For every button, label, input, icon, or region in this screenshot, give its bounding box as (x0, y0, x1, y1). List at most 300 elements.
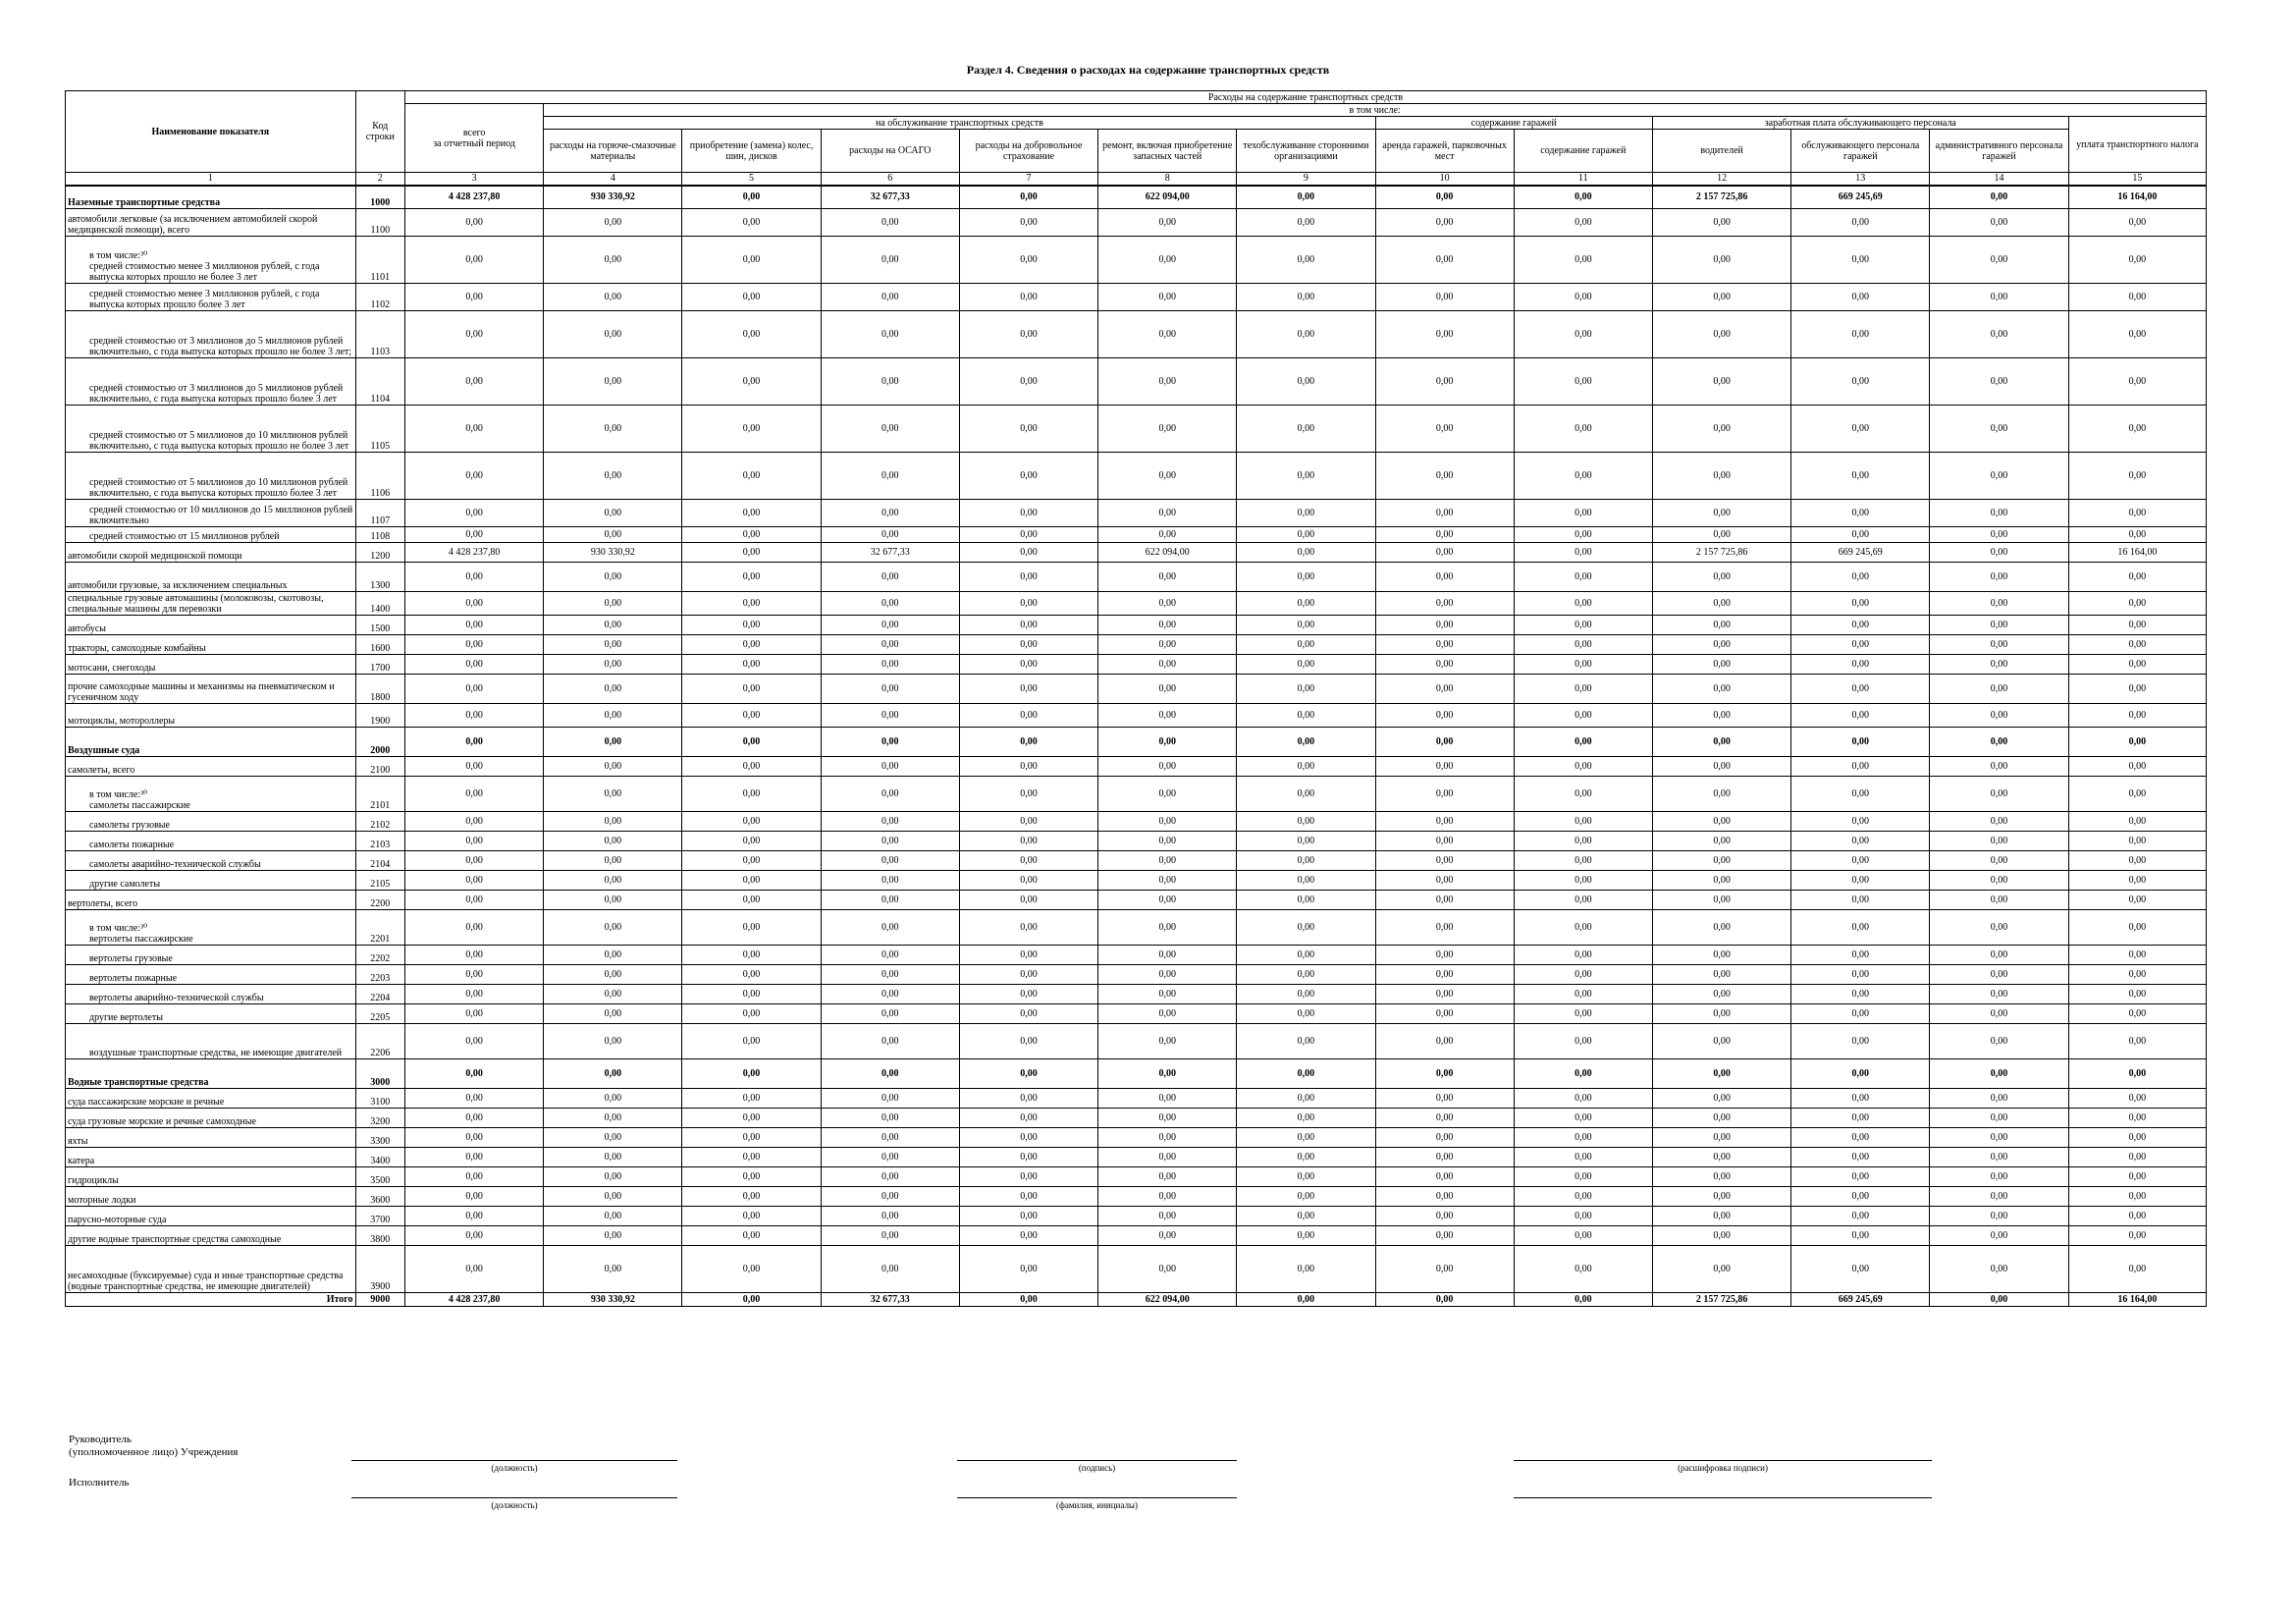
value-cell: 0,00 (1652, 1148, 1790, 1167)
value-cell: 0,00 (959, 777, 1097, 812)
value-cell: 0,00 (821, 358, 959, 406)
table-row (66, 209, 2207, 237)
executor-phone-line (1514, 1497, 1932, 1498)
value-cell: 0,00 (682, 675, 821, 704)
value-cell: 0,00 (682, 406, 821, 453)
value-cell: 0,00 (682, 1148, 821, 1167)
value-cell: 0,00 (1375, 543, 1514, 563)
value-cell: 0,00 (405, 527, 544, 543)
value-cell: 0,00 (821, 777, 959, 812)
page-title: Раздел 4. Сведения о расходах на содержание транспортных средств (966, 63, 1330, 77)
value-cell: 0,00 (821, 1226, 959, 1246)
value-cell: 0,00 (544, 1059, 682, 1089)
value-cell: 0,00 (1652, 675, 1790, 704)
table-row (66, 910, 2207, 946)
value-cell: 0,00 (1375, 1226, 1514, 1246)
value-cell: 0,00 (959, 209, 1097, 237)
value-cell: 0,00 (1237, 1109, 1375, 1128)
value-cell: 0,00 (1930, 543, 2068, 563)
value-cell: 0,00 (1098, 965, 1237, 985)
value-cell: 0,00 (1930, 728, 2068, 757)
table-row (66, 592, 2207, 616)
value-cell: 0,00 (1791, 237, 1930, 284)
value-cell: 0,00 (959, 186, 1097, 209)
value-cell: 0,00 (1375, 1187, 1514, 1207)
value-cell: 0,00 (2068, 704, 2206, 728)
value-cell: 0,00 (1098, 1246, 1237, 1293)
value-cell: 0,00 (959, 655, 1097, 675)
value-cell: 0,00 (2068, 832, 2206, 851)
value-cell: 0,00 (1237, 635, 1375, 655)
value-cell: 0,00 (1652, 757, 1790, 777)
value-cell: 0,00 (544, 910, 682, 946)
value-cell: 0,00 (1514, 500, 1652, 527)
row-name: вертолеты, всего (66, 891, 356, 910)
head-decode-line (1514, 1460, 1932, 1461)
value-cell: 0,00 (1514, 635, 1652, 655)
value-cell: 0,00 (1237, 563, 1375, 592)
value-cell: 0,00 (959, 543, 1097, 563)
value-cell: 0,00 (1098, 910, 1237, 946)
value-cell: 0,00 (1514, 704, 1652, 728)
value-cell: 0,00 (1930, 1059, 2068, 1089)
value-cell: 0,00 (1514, 527, 1652, 543)
value-cell: 0,00 (1652, 985, 1790, 1004)
value-cell: 0,00 (1237, 757, 1375, 777)
value-cell: 0,00 (682, 527, 821, 543)
value-cell: 0,00 (1098, 406, 1237, 453)
value-cell: 0,00 (959, 237, 1097, 284)
value-cell: 0,00 (1237, 311, 1375, 358)
row-code: 1000 (355, 186, 404, 209)
row-code: 2104 (355, 851, 404, 871)
row-code: 3600 (355, 1187, 404, 1207)
value-cell: 0,00 (544, 1128, 682, 1148)
value-cell: 0,00 (1930, 186, 2068, 209)
header-code: Код строки (355, 91, 404, 173)
value-cell: 0,00 (405, 311, 544, 358)
value-cell: 0,00 (1098, 675, 1237, 704)
value-cell: 0,00 (544, 675, 682, 704)
value-cell: 0,00 (544, 1246, 682, 1293)
row-name: несамоходные (буксируемые) суда и иные транспортные средства (водные транспортные средства, не имеющие двигателей) (66, 1246, 356, 1293)
value-cell: 0,00 (1514, 358, 1652, 406)
value-cell: 0,00 (682, 910, 821, 946)
column-number: 11 (1514, 173, 1652, 186)
value-cell: 0,00 (959, 910, 1097, 946)
value-cell: 0,00 (544, 1004, 682, 1024)
value-cell: 0,00 (2068, 406, 2206, 453)
value-cell: 0,00 (682, 186, 821, 209)
value-cell: 0,00 (682, 543, 821, 563)
head-position-line (351, 1460, 677, 1461)
value-cell: 0,00 (821, 871, 959, 891)
value-cell: 0,00 (821, 500, 959, 527)
value-cell: 0,00 (682, 237, 821, 284)
value-cell: 0,00 (821, 1187, 959, 1207)
row-name: прочие самоходные машины и механизмы на пневматическом и гусеничном ходу (66, 675, 356, 704)
value-cell: 0,00 (1098, 1128, 1237, 1148)
value-cell: 0,00 (544, 655, 682, 675)
value-cell: 0,00 (1930, 1089, 2068, 1109)
value-cell: 0,00 (821, 1207, 959, 1226)
value-cell: 0,00 (1791, 1187, 1930, 1207)
value-cell: 0,00 (1652, 1187, 1790, 1207)
value-cell: 0,00 (1652, 1004, 1790, 1024)
value-cell: 0,00 (1098, 1024, 1237, 1059)
value-cell: 0,00 (1514, 1246, 1652, 1293)
value-cell: 0,00 (1237, 616, 1375, 635)
value-cell: 0,00 (1930, 1207, 2068, 1226)
value-cell: 0,00 (405, 1148, 544, 1167)
value-cell: 0,00 (1652, 284, 1790, 311)
value-cell: 0,00 (1652, 1246, 1790, 1293)
value-cell: 0,00 (1514, 965, 1652, 985)
table-row (66, 1024, 2207, 1059)
value-cell: 0,00 (1237, 946, 1375, 965)
value-cell: 0,00 (959, 635, 1097, 655)
value-cell: 0,00 (1791, 209, 1930, 237)
value-cell: 0,00 (1791, 1167, 1930, 1187)
value-cell: 0,00 (1098, 453, 1237, 500)
table-row (66, 186, 2207, 209)
column-number: 3 (405, 173, 544, 186)
value-cell: 0,00 (1098, 1167, 1237, 1187)
table-row (66, 616, 2207, 635)
row-code: 1600 (355, 635, 404, 655)
value-cell: 0,00 (1375, 1004, 1514, 1024)
value-cell: 0,00 (1514, 946, 1652, 965)
value-cell: 0,00 (1375, 406, 1514, 453)
value-cell: 0,00 (1237, 965, 1375, 985)
value-cell: 0,00 (959, 358, 1097, 406)
value-cell: 0,00 (544, 311, 682, 358)
value-cell: 0,00 (821, 1089, 959, 1109)
value-cell: 0,00 (2068, 1207, 2206, 1226)
value-cell: 0,00 (821, 635, 959, 655)
total-value: 0,00 (1237, 1293, 1375, 1307)
value-cell: 0,00 (1375, 592, 1514, 616)
value-cell: 0,00 (1652, 655, 1790, 675)
row-name: самолеты аварийно-технической службы (66, 851, 356, 871)
value-cell: 0,00 (1791, 358, 1930, 406)
value-cell: 0,00 (544, 985, 682, 1004)
value-cell: 0,00 (1652, 311, 1790, 358)
value-cell: 0,00 (405, 777, 544, 812)
value-cell: 0,00 (1652, 1128, 1790, 1148)
value-cell: 0,00 (1514, 655, 1652, 675)
value-cell: 0,00 (1237, 1128, 1375, 1148)
value-cell: 0,00 (959, 406, 1097, 453)
value-cell: 0,00 (1237, 655, 1375, 675)
table-row (66, 704, 2207, 728)
value-cell: 0,00 (2068, 655, 2206, 675)
value-cell: 0,00 (1514, 209, 1652, 237)
total-value: 4 428 237,80 (405, 1293, 544, 1307)
value-cell: 0,00 (544, 358, 682, 406)
header-group: Расходы на содержание транспортных средств (405, 91, 2207, 104)
value-cell: 0,00 (821, 704, 959, 728)
value-cell: 0,00 (1930, 1246, 2068, 1293)
value-cell: 0,00 (405, 675, 544, 704)
value-cell: 0,00 (1652, 910, 1790, 946)
value-cell: 0,00 (1375, 832, 1514, 851)
value-cell: 0,00 (1375, 910, 1514, 946)
row-code: 1400 (355, 592, 404, 616)
value-cell: 0,00 (1514, 1089, 1652, 1109)
value-cell: 0,00 (544, 704, 682, 728)
row-name: автобусы (66, 616, 356, 635)
value-cell: 0,00 (1791, 1024, 1930, 1059)
table-row (66, 1207, 2207, 1226)
value-cell: 0,00 (682, 1024, 821, 1059)
value-cell: 0,00 (959, 728, 1097, 757)
value-cell: 0,00 (821, 812, 959, 832)
value-cell: 0,00 (1930, 453, 2068, 500)
value-cell: 0,00 (544, 1148, 682, 1167)
value-cell: 0,00 (1098, 1059, 1237, 1089)
header-incl: в том числе: (544, 104, 2207, 117)
value-cell: 0,00 (821, 453, 959, 500)
value-cell: 0,00 (405, 728, 544, 757)
value-cell: 0,00 (544, 616, 682, 635)
row-code: 2102 (355, 812, 404, 832)
value-cell: 0,00 (544, 1207, 682, 1226)
row-code: 3000 (355, 1059, 404, 1089)
row-name: суда грузовые морские и речные самоходные (66, 1109, 356, 1128)
column-number: 15 (2068, 173, 2206, 186)
value-cell: 0,00 (1514, 1167, 1652, 1187)
head-position-caption: (должность) (491, 1463, 538, 1473)
value-cell: 0,00 (682, 777, 821, 812)
value-cell: 0,00 (1652, 1059, 1790, 1089)
value-cell: 0,00 (1652, 358, 1790, 406)
value-cell: 0,00 (1791, 728, 1930, 757)
value-cell: 0,00 (1375, 851, 1514, 871)
value-cell: 0,00 (821, 1246, 959, 1293)
value-cell: 0,00 (1791, 871, 1930, 891)
value-cell: 0,00 (1930, 358, 2068, 406)
value-cell: 0,00 (1652, 616, 1790, 635)
value-cell: 0,00 (959, 1128, 1097, 1148)
row-code: 3800 (355, 1226, 404, 1246)
row-name: воздушные транспортные средства, не имеющие двигателей (66, 1024, 356, 1059)
value-cell: 0,00 (405, 209, 544, 237)
value-cell: 0,00 (821, 728, 959, 757)
value-cell: 0,00 (2068, 1148, 2206, 1167)
value-cell: 0,00 (1237, 358, 1375, 406)
column-number: 13 (1791, 173, 1930, 186)
value-cell: 0,00 (405, 1128, 544, 1148)
value-cell: 0,00 (544, 777, 682, 812)
total-value: 2 157 725,86 (1652, 1293, 1790, 1307)
total-value: 930 330,92 (544, 1293, 682, 1307)
row-name: средней стоимостью от 3 миллионов до 5 миллионов рублей включительно, с года выпуска которых прошло не более 3 лет; (66, 311, 356, 358)
value-cell: 0,00 (821, 675, 959, 704)
value-cell: 0,00 (1791, 851, 1930, 871)
value-cell: 0,00 (682, 1246, 821, 1293)
value-cell: 0,00 (959, 675, 1097, 704)
row-name: средней стоимостью от 15 миллионов рублей (66, 527, 356, 543)
total-value: 32 677,33 (821, 1293, 959, 1307)
value-cell: 0,00 (1930, 985, 2068, 1004)
value-cell: 0,00 (1652, 563, 1790, 592)
column-number: 1 (66, 173, 356, 186)
value-cell: 0,00 (1098, 832, 1237, 851)
value-cell: 0,00 (1930, 237, 2068, 284)
row-name: суда пассажирские морские и речные (66, 1089, 356, 1109)
value-cell: 0,00 (405, 284, 544, 311)
value-cell: 0,00 (544, 946, 682, 965)
total-label: Итого (66, 1293, 356, 1307)
value-cell: 0,00 (1514, 1226, 1652, 1246)
row-name: вертолеты пожарные (66, 965, 356, 985)
value-cell: 0,00 (821, 851, 959, 871)
value-cell: 0,00 (1930, 704, 2068, 728)
value-cell: 0,00 (1930, 500, 2068, 527)
value-cell: 0,00 (1930, 675, 2068, 704)
value-cell: 0,00 (1375, 1024, 1514, 1059)
row-name: в том числе:³⁰ самолеты пассажирские (66, 777, 356, 812)
value-cell: 0,00 (959, 1004, 1097, 1024)
row-name: в том числе:³⁰ вертолеты пассажирские (66, 910, 356, 946)
row-name: Водные транспортные средства (66, 1059, 356, 1089)
value-cell: 0,00 (1791, 406, 1930, 453)
value-cell: 0,00 (682, 1128, 821, 1148)
value-cell: 0,00 (1652, 728, 1790, 757)
value-cell: 0,00 (1791, 812, 1930, 832)
value-cell: 0,00 (405, 1207, 544, 1226)
row-name: вертолеты грузовые (66, 946, 356, 965)
value-cell: 0,00 (1930, 910, 2068, 946)
value-cell: 0,00 (1930, 946, 2068, 965)
value-cell: 0,00 (544, 965, 682, 985)
value-cell: 0,00 (1652, 1109, 1790, 1128)
value-cell: 0,00 (1098, 1109, 1237, 1128)
value-cell: 0,00 (1514, 284, 1652, 311)
value-cell: 0,00 (2068, 1167, 2206, 1187)
value-cell: 0,00 (1930, 406, 2068, 453)
value-cell: 0,00 (1237, 284, 1375, 311)
value-cell: 0,00 (682, 812, 821, 832)
value-cell: 0,00 (1652, 592, 1790, 616)
value-cell: 0,00 (1237, 812, 1375, 832)
value-cell: 0,00 (821, 1128, 959, 1148)
value-cell: 0,00 (2068, 946, 2206, 965)
value-cell: 0,00 (1237, 453, 1375, 500)
table-row (66, 1148, 2207, 1167)
table-row (66, 1226, 2207, 1246)
row-code: 1500 (355, 616, 404, 635)
value-cell: 0,00 (1237, 237, 1375, 284)
value-cell: 0,00 (821, 655, 959, 675)
value-cell: 0,00 (2068, 563, 2206, 592)
value-cell: 0,00 (1791, 500, 1930, 527)
expenses-table (65, 90, 2207, 1307)
row-name: другие водные транспортные средства самоходные (66, 1226, 356, 1246)
value-cell: 0,00 (1375, 635, 1514, 655)
value-cell: 0,00 (1375, 453, 1514, 500)
value-cell: 0,00 (1375, 237, 1514, 284)
header-col7: расходы на добровольное страхование (959, 130, 1097, 173)
value-cell: 0,00 (1652, 891, 1790, 910)
value-cell: 0,00 (1791, 832, 1930, 851)
value-cell: 0,00 (682, 985, 821, 1004)
table-row (66, 965, 2207, 985)
table-row (66, 406, 2207, 453)
table-row (66, 655, 2207, 675)
row-name: мотосани, снегоходы (66, 655, 356, 675)
value-cell: 0,00 (1652, 871, 1790, 891)
value-cell: 0,00 (1791, 563, 1930, 592)
row-code: 1102 (355, 284, 404, 311)
value-cell: 0,00 (959, 851, 1097, 871)
value-cell: 0,00 (1930, 1109, 2068, 1128)
row-code: 3200 (355, 1109, 404, 1128)
total-row (66, 1293, 2207, 1307)
value-cell: 0,00 (682, 453, 821, 500)
value-cell: 0,00 (1375, 777, 1514, 812)
table-row (66, 284, 2207, 311)
value-cell: 0,00 (2068, 284, 2206, 311)
value-cell: 0,00 (1930, 1004, 2068, 1024)
value-cell: 0,00 (959, 704, 1097, 728)
value-cell: 0,00 (405, 910, 544, 946)
value-cell: 0,00 (544, 635, 682, 655)
value-cell: 0,00 (1375, 500, 1514, 527)
value-cell: 0,00 (405, 985, 544, 1004)
value-cell: 0,00 (405, 1059, 544, 1089)
value-cell: 0,00 (682, 757, 821, 777)
value-cell: 0,00 (1098, 1004, 1237, 1024)
value-cell: 0,00 (405, 237, 544, 284)
row-name: самолеты пожарные (66, 832, 356, 851)
value-cell: 0,00 (959, 946, 1097, 965)
value-cell: 0,00 (1375, 1089, 1514, 1109)
value-cell: 0,00 (1098, 1226, 1237, 1246)
total-code: 9000 (355, 1293, 404, 1307)
total-value: 0,00 (959, 1293, 1097, 1307)
table-row (66, 358, 2207, 406)
row-code: 1800 (355, 675, 404, 704)
value-cell: 0,00 (682, 946, 821, 965)
header-col13: обслуживающего персонала гаражей (1791, 130, 1930, 173)
value-cell: 0,00 (1514, 1128, 1652, 1148)
row-code: 3300 (355, 1128, 404, 1148)
value-cell: 0,00 (405, 592, 544, 616)
value-cell: 0,00 (1098, 1207, 1237, 1226)
value-cell: 0,00 (821, 284, 959, 311)
row-code: 1100 (355, 209, 404, 237)
row-code: 1700 (355, 655, 404, 675)
header-col15: уплата транспортного налога (2068, 117, 2206, 173)
value-cell: 0,00 (544, 237, 682, 284)
value-cell: 0,00 (1375, 812, 1514, 832)
column-number: 4 (544, 173, 682, 186)
value-cell: 0,00 (1791, 1109, 1930, 1128)
row-code: 1900 (355, 704, 404, 728)
column-number: 8 (1098, 173, 1237, 186)
value-cell: 930 330,92 (544, 543, 682, 563)
value-cell: 0,00 (682, 284, 821, 311)
value-cell: 0,00 (1237, 1148, 1375, 1167)
value-cell: 0,00 (544, 1167, 682, 1187)
value-cell: 0,00 (2068, 965, 2206, 985)
table-row (66, 891, 2207, 910)
value-cell: 0,00 (821, 209, 959, 237)
value-cell: 0,00 (2068, 851, 2206, 871)
value-cell: 0,00 (1237, 1167, 1375, 1187)
